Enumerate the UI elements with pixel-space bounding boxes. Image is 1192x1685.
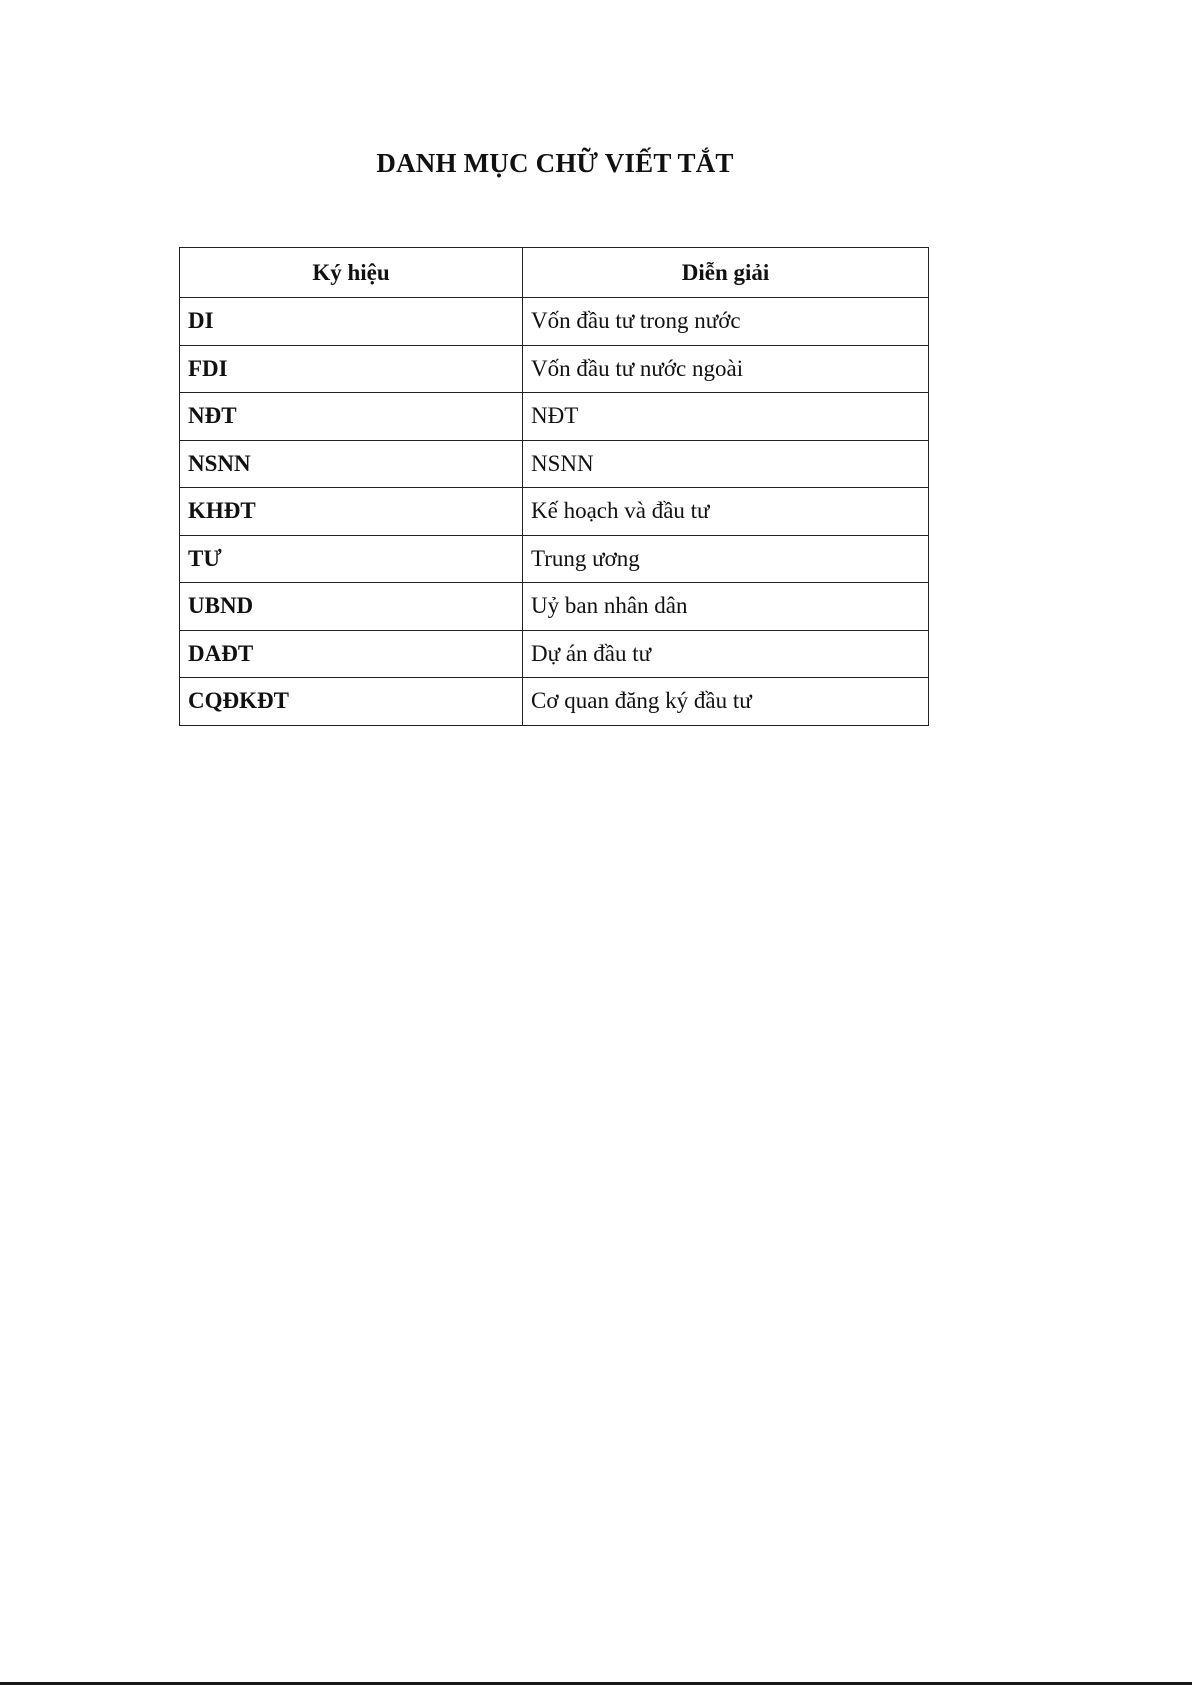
table-row [180,583,929,631]
symbol-cell: TƯ [180,535,523,583]
table-row [180,535,929,583]
symbol-cell: NSNN [180,440,523,488]
table-row [180,630,929,678]
symbol-cell: FDI [180,345,523,393]
table-row [180,393,929,441]
description-cell: Uỷ ban nhân dân [523,583,929,631]
description-cell: NSNN [523,440,929,488]
description-cell: NĐT [523,393,929,441]
table-row [180,678,929,726]
description-cell: Cơ quan đăng ký đầu tư [523,678,929,726]
symbol-cell: KHĐT [180,488,523,536]
description-cell: Vốn đầu tư nước ngoài [523,345,929,393]
page-title: DANH MỤC CHỮ VIẾT TẮT [376,148,734,178]
description-cell: Dự án đầu tư [523,630,929,678]
table-row [180,440,929,488]
abbreviation-table [179,247,929,726]
description-cell: Vốn đầu tư trong nước [523,298,929,346]
table-header-row [180,248,929,298]
table-row [180,298,929,346]
symbol-cell: DI [180,298,523,346]
symbol-cell: CQĐKĐT [180,678,523,726]
column-header-description: Diễn giải [523,248,929,298]
column-header-symbol: Ký hiệu [180,248,523,298]
symbol-cell: UBND [180,583,523,631]
symbol-cell: DAĐT [180,630,523,678]
table-row [180,345,929,393]
description-cell: Kế hoạch và đầu tư [523,488,929,536]
symbol-cell: NĐT [180,393,523,441]
description-cell: Trung ương [523,535,929,583]
table-row [180,488,929,536]
